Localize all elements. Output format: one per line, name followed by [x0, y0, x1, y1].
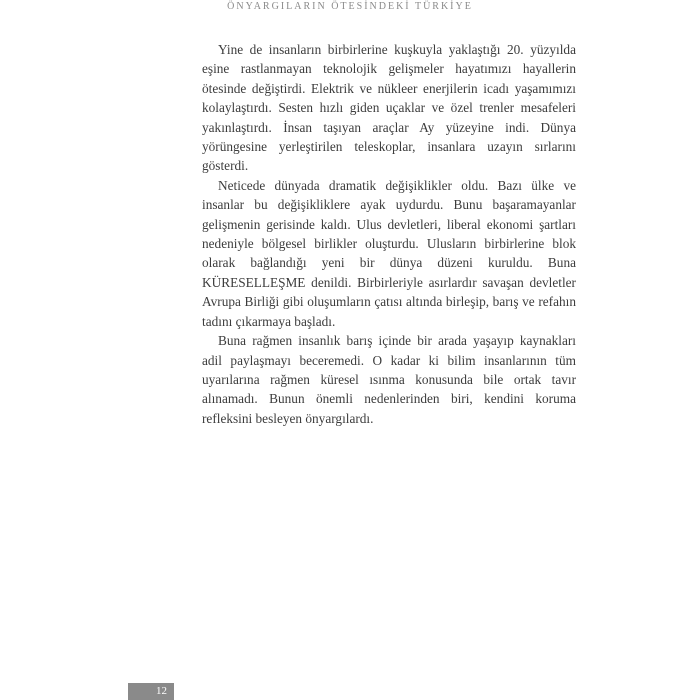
- running-header: ÖNYARGILARIN ÖTESİNDEKİ TÜRKİYE: [227, 1, 473, 12]
- paragraph: Buna rağmen insanlık barış içinde bir arada yaşayıp kaynakları adil paylaşmayı beceremedi. O kadar ki bilim insanlarının tüm uyarılarına rağmen küresel ısınma konusunda bile ortak tavır alınamadı. Bunun önemli nedenlerinden biri, kendini koruma refleksini besleyen önyargılardı.: [202, 333, 576, 426]
- page-number: 12: [156, 685, 167, 697]
- page-number-tab: [128, 683, 174, 700]
- paragraph: Yine de insanların birbirlerine kuşkuyla yaklaştığı 20. yüzyılda eşine rastlanmayan teknolojik gelişmeler hayatımızı hayallerin ötesinde değiştirdi. Elektrik ve nükleer enerjilerin icadı yaşamımızı kolaylaştırdı. Sesten hızlı giden uçaklar ve özel trenler mesafeleri yakınlaştırdı. İnsan taşıyan araçlar Ay yüzeyine indi. Dünya yörüngesine yerleştirilen teleskoplar, insanlara uzayın sırlarını gösterdi.: [202, 42, 576, 174]
- body-text: [202, 40, 576, 428]
- paragraph: Neticede dünyada dramatik değişiklikler oldu. Bazı ülke ve insanlar bu değişikliklere ayak uydurdu. Bunu başaramayanlar gelişmenin gerisinde kaldı. Ulus devletleri, liberal ekonomi şartları nedeniyle bölgesel birlikler oluşturdu. Ulusların birbirlerine blok olarak bağlandığı yeni bir dünya düzeni kuruldu. Buna KÜRESELLEŞME denildi. Birbirleriyle asırlardır savaşan devletler Avrupa Birliği gibi oluşumların çatısı altında birleşip, barış ve refahın tadını çıkarmaya başladı.: [202, 177, 576, 329]
